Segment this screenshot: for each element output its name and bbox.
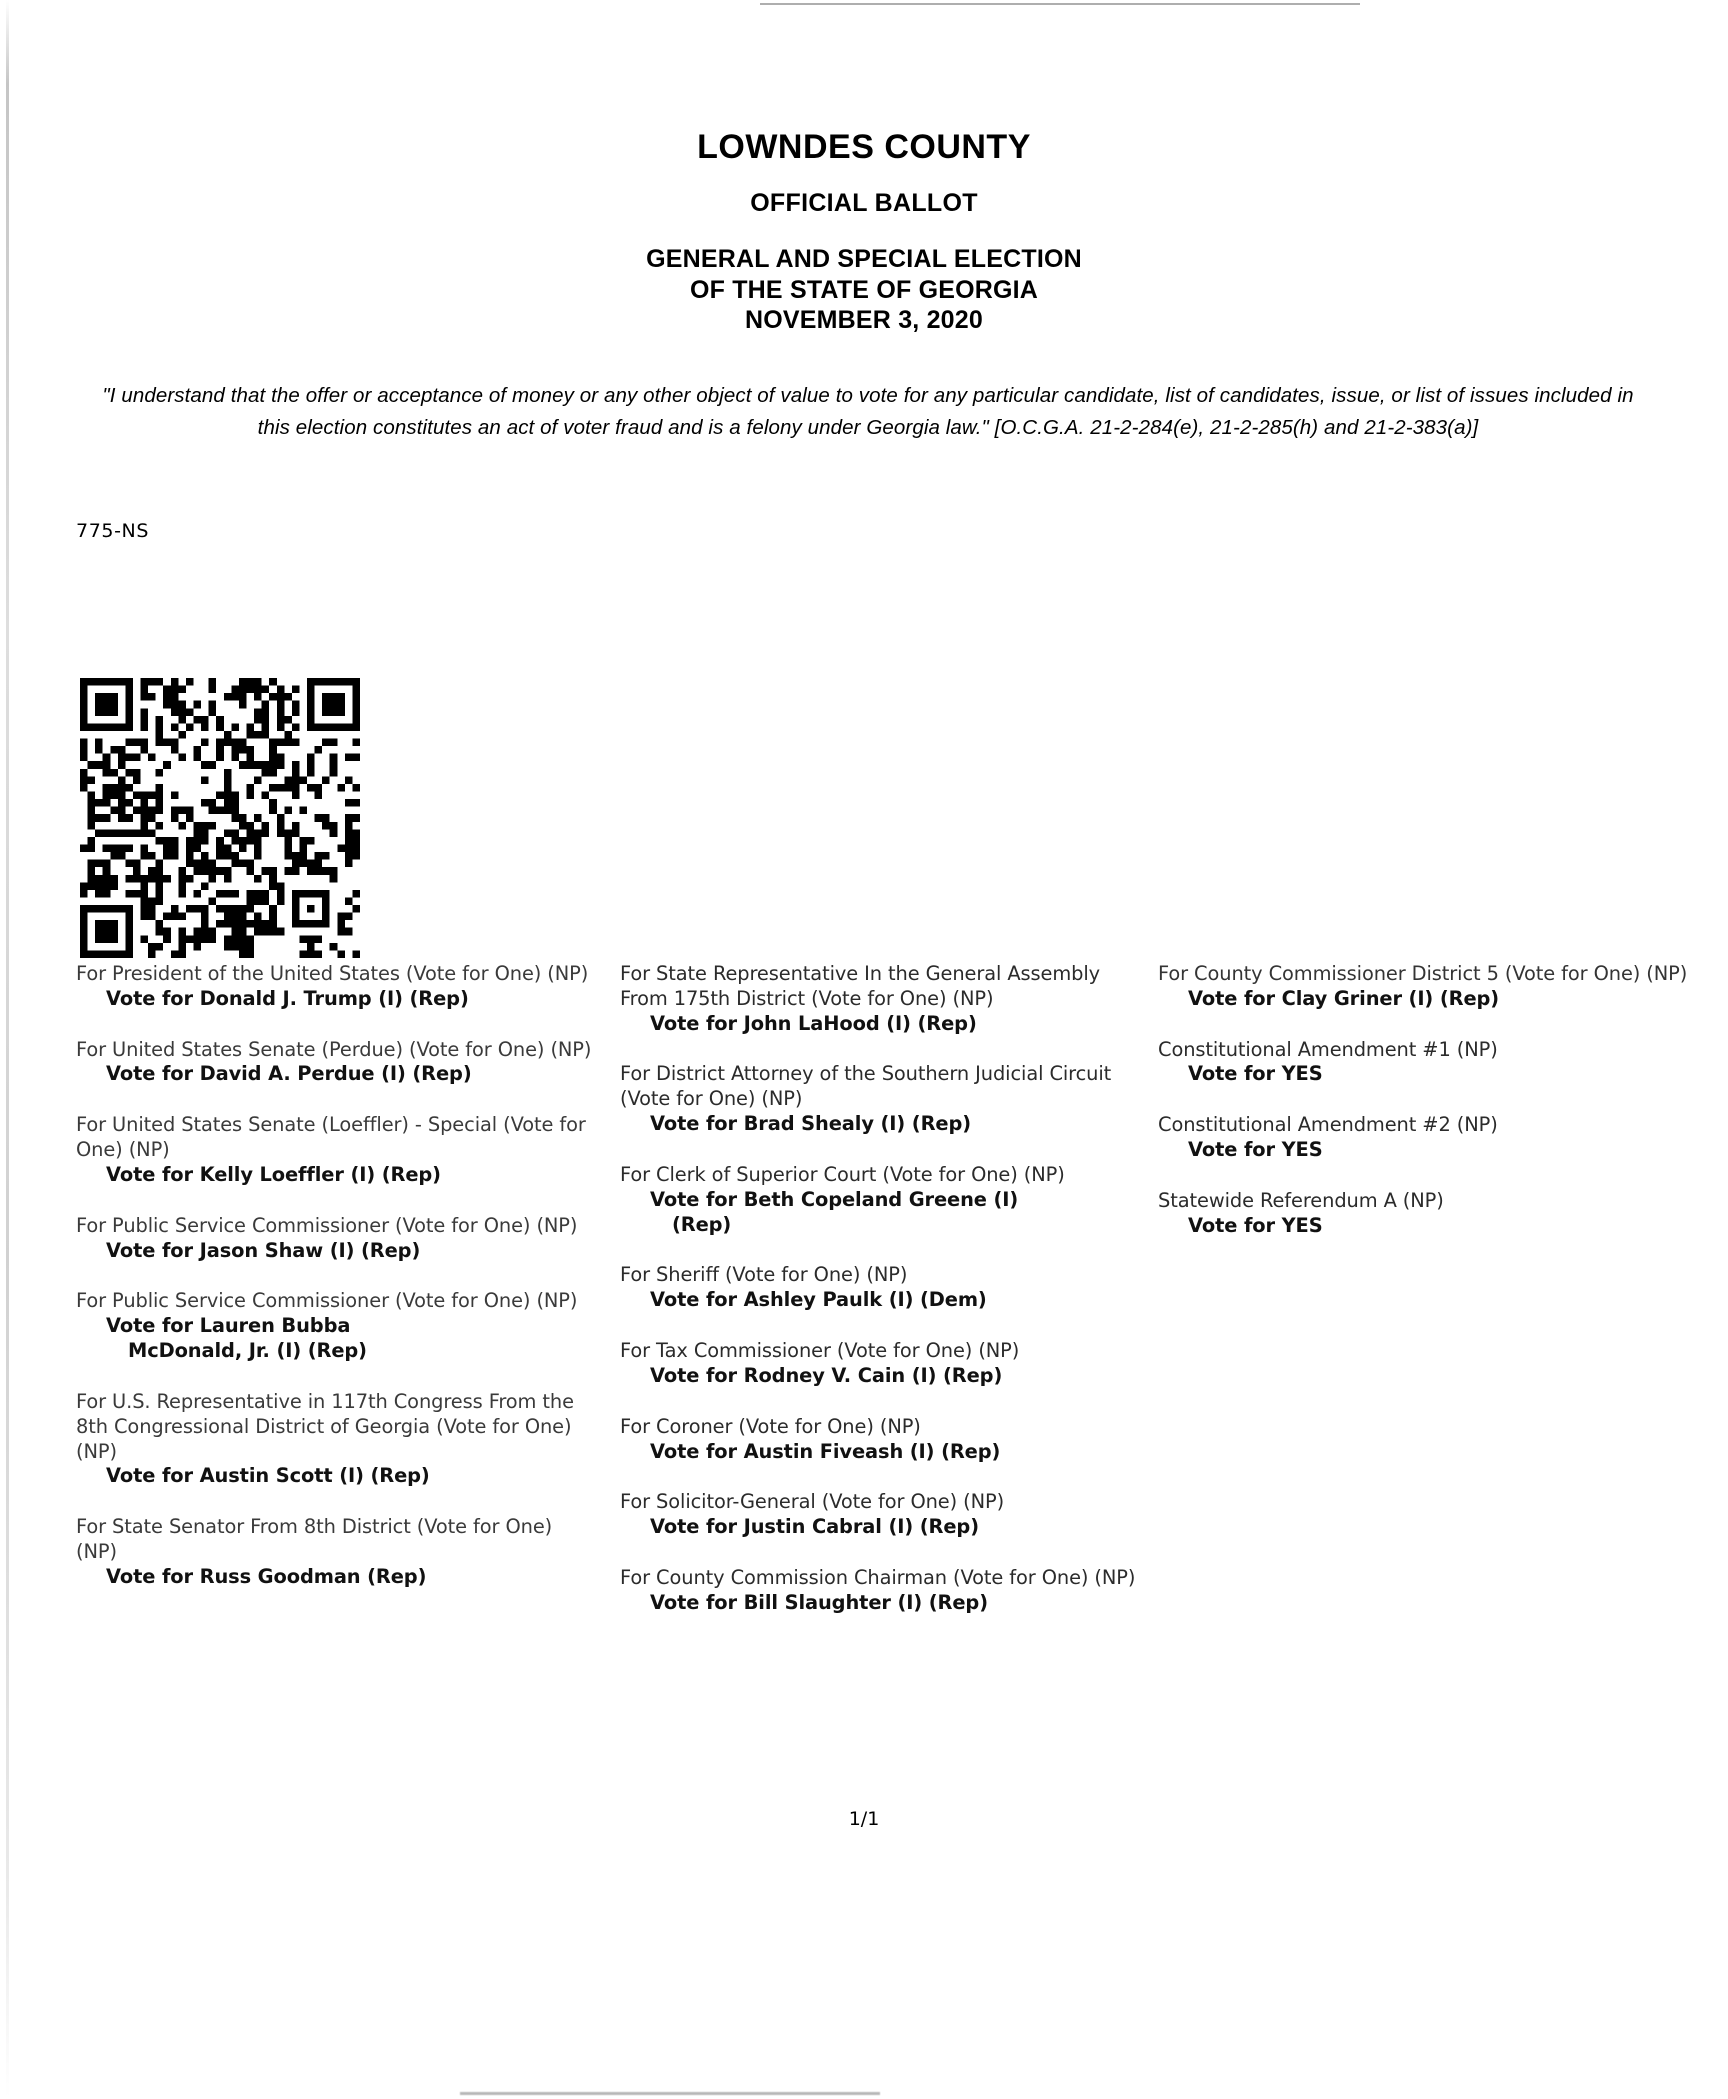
contest-title: For Solicitor-General (Vote for One) (NP) <box>620 1490 1005 1514</box>
scan-edge-artifact-top <box>760 3 1360 5</box>
selected-choice: Vote for YES <box>1188 1213 1323 1237</box>
contest-block <box>76 1515 596 1589</box>
contest-title: For Sheriff (Vote for One) (NP) <box>620 1263 908 1287</box>
county-title: LOWNDES COUNTY <box>697 128 1031 166</box>
selected-choice: Vote for Austin Scott (I) (Rep) <box>106 1464 430 1488</box>
page-number: 1/1 <box>848 1808 880 1830</box>
contest-block <box>76 962 596 1012</box>
selected-choice: Vote for Donald J. Trump (I) (Rep) <box>106 986 469 1010</box>
selected-choice: Vote for Beth Copeland Greene (I) <box>650 1187 1019 1211</box>
contest-block <box>620 1163 1150 1237</box>
contest-title: For County Commission Chairman (Vote for One) (NP) <box>620 1566 1136 1590</box>
contest-block <box>1158 962 1688 1012</box>
selected-choice: Vote for Bill Slaughter (I) (Rep) <box>650 1590 988 1614</box>
contest-column-3 <box>1158 962 1688 1265</box>
voter-fraud-notice: "I understand that the offer or acceptance of money or any other object of value to vote for any particular candidate, list of candidates, issue, or list of issues included in this election constitutes an act of voter fraud and is a felony under Georgia law." [O.C.G.A. 21-2-284(e), 21-2-285(h) and 21-2-383(a)] <box>102 384 1634 439</box>
contest-title: Statewide Referendum A (NP) <box>1158 1188 1444 1212</box>
contest-title: For Public Service Commissioner (Vote for One) (NP) <box>76 1213 578 1237</box>
contest-block <box>620 1339 1150 1389</box>
contest-block <box>620 1490 1150 1540</box>
contest-title: For Clerk of Superior Court (Vote for One) (NP) <box>620 1162 1065 1186</box>
contest-block <box>76 1214 596 1264</box>
selected-choice: Vote for Brad Shealy (I) (Rep) <box>650 1112 971 1136</box>
contest-block <box>620 1062 1150 1136</box>
contest-title: Constitutional Amendment #1 (NP) <box>1158 1037 1498 1061</box>
contest-column-1 <box>76 962 596 1616</box>
selected-choice: Vote for Jason Shaw (I) (Rep) <box>106 1238 421 1262</box>
contest-title: For Tax Commissioner (Vote for One) (NP) <box>620 1339 1020 1363</box>
ballot-style-id: 775-NS <box>76 520 149 542</box>
contest-columns <box>0 962 1728 1782</box>
selected-choice: Vote for David A. Perdue (I) (Rep) <box>106 1062 472 1086</box>
ballot-header <box>0 128 1728 336</box>
contest-title: For Coroner (Vote for One) (NP) <box>620 1414 921 1438</box>
contest-block <box>620 1566 1150 1616</box>
contest-title: For County Commissioner District 5 (Vote for One) (NP) <box>1158 962 1688 985</box>
contest-block <box>1158 1189 1688 1239</box>
selected-choice-continued: (Rep) <box>672 1212 732 1236</box>
selected-choice: Vote for Kelly Loeffler (I) (Rep) <box>106 1162 441 1186</box>
contest-title: For U.S. Representative in 117th Congress From the 8th Congressional District of Georgia (Vote for One) (NP) <box>76 1389 574 1463</box>
selected-choice: Vote for Russ Goodman (Rep) <box>106 1564 427 1588</box>
selected-choice: Vote for Lauren Bubba <box>106 1314 351 1338</box>
contest-block <box>1158 1113 1688 1163</box>
contest-block <box>76 1113 596 1187</box>
contest-title: For United States Senate (Perdue) (Vote for One) (NP) <box>76 1037 592 1061</box>
selected-choice: Vote for YES <box>1188 1138 1323 1162</box>
election-title-line2: OF THE STATE OF GEORGIA <box>689 275 1039 304</box>
contest-title: For State Senator From 8th District (Vote for One) (NP) <box>76 1515 553 1564</box>
election-date: NOVEMBER 3, 2020 <box>744 306 983 334</box>
contest-block <box>620 1415 1150 1465</box>
selected-choice: Vote for John LaHood (I) (Rep) <box>650 1011 977 1035</box>
contest-title: For President of the United States (Vote for One) (NP) <box>76 962 589 985</box>
official-ballot-label: OFFICIAL BALLOT <box>750 189 978 217</box>
ballot-qr-code <box>80 678 360 958</box>
contest-block <box>76 1038 596 1088</box>
contest-title: For United States Senate (Loeffler) - Special (Vote for One) (NP) <box>76 1113 586 1162</box>
contest-title: Constitutional Amendment #2 (NP) <box>1158 1113 1498 1137</box>
selected-choice: Vote for Ashley Paulk (I) (Dem) <box>650 1288 987 1312</box>
contest-block <box>620 1263 1150 1313</box>
scan-edge-artifact-bottom <box>460 2092 880 2095</box>
contest-title: For Public Service Commissioner (Vote for One) (NP) <box>76 1289 578 1313</box>
selected-choice: Vote for Justin Cabral (I) (Rep) <box>650 1515 979 1539</box>
contest-title: For District Attorney of the Southern Judicial Circuit (Vote for One) (NP) <box>620 1062 1112 1111</box>
contest-title: For State Representative In the General Assembly From 175th District (Vote for One) (NP) <box>620 962 1101 1010</box>
contest-block <box>620 962 1150 1036</box>
selected-choice: Vote for Clay Griner (I) (Rep) <box>1188 986 1500 1010</box>
election-title-line1: GENERAL AND SPECIAL ELECTION <box>646 245 1082 273</box>
selected-choice-continued: McDonald, Jr. (I) (Rep) <box>128 1339 367 1363</box>
contest-block <box>76 1390 596 1489</box>
contest-block <box>1158 1038 1688 1088</box>
contest-column-2 <box>620 962 1150 1642</box>
election-title <box>0 244 1728 336</box>
qr-code-canvas <box>80 678 360 958</box>
contest-block <box>76 1289 596 1363</box>
selected-choice: Vote for Rodney V. Cain (I) (Rep) <box>650 1363 1003 1387</box>
selected-choice: Vote for YES <box>1188 1062 1323 1086</box>
selected-choice: Vote for Austin Fiveash (I) (Rep) <box>650 1439 1001 1463</box>
